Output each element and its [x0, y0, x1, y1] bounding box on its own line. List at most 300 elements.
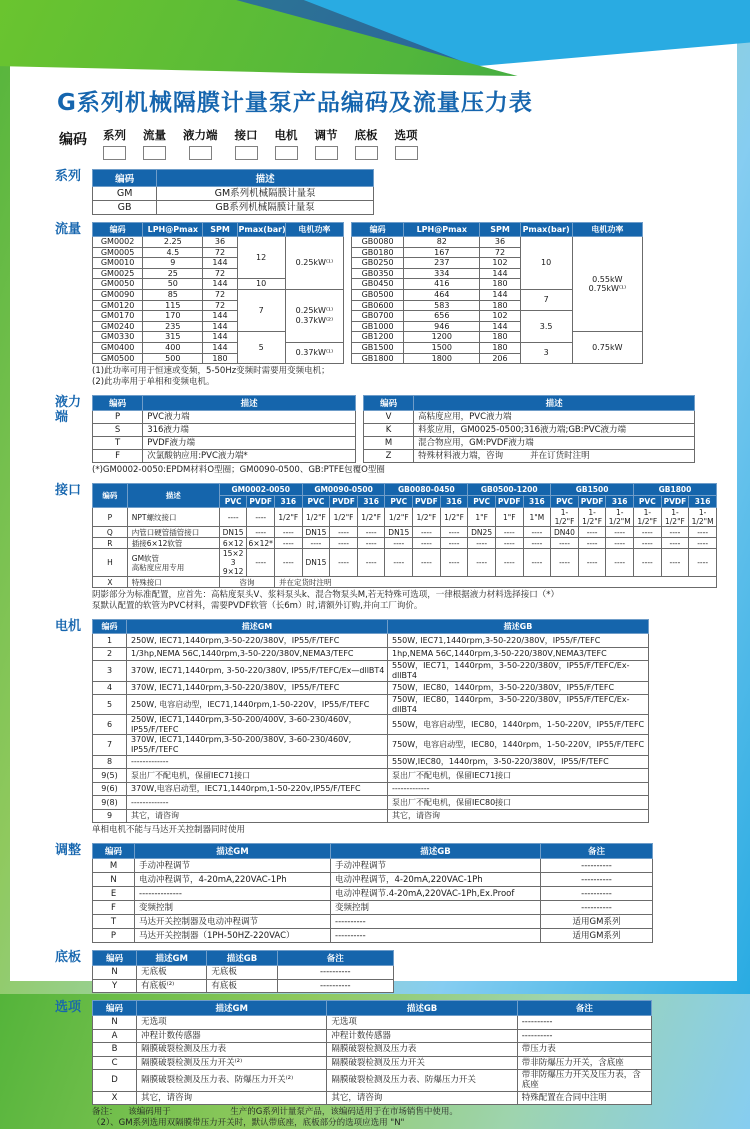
cell: 946 — [404, 321, 480, 332]
cell: ---- — [385, 538, 413, 549]
cell: 9(6) — [93, 782, 127, 796]
cell: ---------- — [277, 966, 393, 980]
section-flow-label: 流量 — [55, 222, 82, 237]
cell: 10 — [237, 279, 285, 290]
header-row — [93, 396, 356, 411]
cell: ---- — [468, 538, 496, 549]
cell: 混合物应用，GM:PVDF液力端 — [414, 437, 695, 450]
cell: ---------- — [541, 859, 653, 873]
cell: 1-1/2"F — [551, 508, 579, 527]
cell: 144 — [203, 258, 237, 269]
cell: ---------- — [277, 979, 393, 993]
motor-footnote: 单相电机不能与马达开关控制器同时使用 — [92, 825, 246, 836]
code-field-label: 流量 — [143, 128, 166, 142]
table-row — [364, 411, 695, 424]
cell: 102 — [480, 311, 520, 322]
cell: 无选项 — [137, 1016, 327, 1030]
motor-table — [92, 619, 729, 823]
cell: ---- — [357, 549, 385, 577]
cell: GM0025 — [93, 268, 143, 279]
header-row — [93, 484, 717, 496]
header-cell: 编码 — [93, 844, 135, 859]
cell: -------------- — [135, 887, 331, 901]
coding-scheme-row — [59, 127, 729, 160]
cell: ---- — [275, 527, 303, 538]
cell: 插接6×12软管 — [127, 538, 219, 549]
section-baseplate-label: 底板 — [55, 950, 82, 966]
cell: ---- — [634, 527, 662, 538]
cell: ---- — [495, 538, 523, 549]
cell: DN15 — [302, 527, 330, 538]
table-row — [93, 859, 653, 873]
cell: ---- — [219, 508, 247, 527]
cell: M — [364, 437, 414, 450]
section-interface — [55, 483, 729, 612]
cell: 206 — [480, 353, 520, 364]
cell: ---- — [330, 527, 358, 538]
cell: PVDF液力端 — [143, 437, 356, 450]
cell: ---- — [606, 538, 634, 549]
cell: ---- — [689, 538, 717, 549]
cell: ---------- — [541, 887, 653, 901]
section-hydraulic-label: 液力端 — [55, 395, 82, 426]
code-box — [315, 146, 338, 160]
cell: GB0080 — [352, 237, 404, 248]
cell: ---- — [634, 538, 662, 549]
cell: 3 — [520, 342, 572, 363]
cell: 82 — [404, 237, 480, 248]
cell: GM0050 — [93, 279, 143, 290]
cell: 次氯酸钠应用:PVC液力端* — [143, 450, 356, 463]
cell: 1-1/2"F — [578, 508, 606, 527]
cell: Y — [93, 979, 137, 993]
cell: 咨询 — [219, 577, 274, 588]
header-cell: PVDF — [247, 496, 275, 508]
cell: 1-1/2"F — [661, 508, 689, 527]
code-box — [355, 146, 378, 160]
cell: 隔膜破裂检测及压力表、防爆压力开关⁽²⁾ — [137, 1070, 327, 1091]
page-title: G系列机械隔膜计量泵产品编码及流量压力表 — [57, 90, 533, 116]
cell: ---- — [578, 549, 606, 577]
cell: 其它，请咨询 — [137, 1091, 327, 1105]
cell: F — [93, 901, 135, 915]
cell: GM0090 — [93, 289, 143, 300]
cell: 1/2"F — [302, 508, 330, 527]
header-cell: 备注 — [517, 1001, 651, 1016]
header-cell: 描述 — [127, 484, 219, 508]
cell: 144 — [203, 311, 237, 322]
cell: 550W，电容启动型，IEC80，1440rpm，1-50-220V，IP55/F/TEFC — [388, 715, 649, 735]
cell: 有底板 — [207, 979, 277, 993]
table-row — [352, 332, 643, 343]
table-row — [93, 342, 344, 353]
cell: 9 — [143, 258, 203, 269]
cell: ---- — [495, 549, 523, 577]
interface-footnotes — [92, 590, 729, 612]
cell: ------------- — [127, 796, 388, 810]
code-box — [103, 146, 126, 160]
header-cell: GB1500 — [551, 484, 634, 496]
cell: 144 — [203, 332, 237, 343]
footnote-line: 阴影部分为标准配置，应首先：高粘度泵头V、浆料泵头k、混合物泵头M,若无特殊可选项，一律根据液力材料选择接口（*） — [92, 590, 560, 601]
header-cell: GB0080-0450 — [385, 484, 468, 496]
table-row — [364, 424, 695, 437]
code-box — [395, 146, 418, 160]
header-cell: GM0002-0050 — [219, 484, 302, 496]
cell: 6×12* — [248, 538, 273, 548]
cell: 400 — [143, 342, 203, 353]
cell: 1/3hp,NEMA 56C,1440rpm,3-50-220/380V,NEMA3/TEFC — [127, 647, 388, 661]
cell: 并在定货时注明 — [275, 577, 717, 588]
cell: 1hp,NEMA 56C,1440rpm,3-50-220/380V,NEMA3/TEFC — [388, 647, 649, 661]
header-row — [93, 951, 394, 966]
cell: 237 — [404, 258, 480, 269]
cell: ---- — [440, 538, 468, 549]
cell: 带压力表 — [517, 1043, 651, 1057]
cell: ---- — [661, 538, 689, 549]
cell: P — [93, 508, 128, 527]
table-row — [93, 695, 649, 715]
cell: 464 — [404, 289, 480, 300]
table-row — [93, 237, 344, 248]
table-row — [93, 681, 649, 695]
cell: 0.25kW⁽¹⁾ 0.37kW⁽²⁾ — [285, 289, 343, 342]
cell: 适用GM系列 — [541, 929, 653, 943]
header-cell: 316 — [689, 496, 717, 508]
cell: 250W, 电容启动型，IEC71,1440rpm,1-50-220V，IP55/F/TEFC — [127, 695, 388, 715]
cell: 5 — [93, 695, 127, 715]
header-cell: 编码 — [93, 620, 127, 634]
cell: ---------- — [541, 873, 653, 887]
cell: E — [93, 887, 135, 901]
cell: 144 — [480, 321, 520, 332]
table-row — [93, 647, 649, 661]
cell: 内管口硬管插管接口 — [127, 527, 219, 538]
header-cell: 描述GB — [207, 951, 277, 966]
table — [92, 1000, 652, 1105]
cell: 1/2"F — [357, 508, 385, 527]
options-footnotes — [92, 1107, 729, 1129]
cell: ---- — [357, 538, 385, 549]
cell: ---------- — [331, 915, 541, 929]
cell: GB1800 — [352, 353, 404, 364]
cell: PVC液力端 — [143, 411, 356, 424]
cell: 料浆应用，GM0025-0500;316液力端;GB:PVC液力端 — [414, 424, 695, 437]
header-cell: PVC — [551, 496, 579, 508]
header-cell: 编码 — [93, 951, 137, 966]
cell: ------------- — [127, 755, 388, 769]
cell: GM0010 — [93, 258, 143, 269]
cell: 250W, IEC71,1440rpm,3-50-220/380V，IP55/F/TEFC — [127, 634, 388, 648]
cell: ---- — [689, 527, 717, 538]
code-field-6 — [315, 127, 338, 160]
cell: X — [93, 1091, 137, 1105]
coding-fields — [103, 127, 418, 160]
cell: 3 — [93, 661, 127, 681]
section-adjust-label: 调整 — [55, 843, 82, 859]
cell: 144 — [480, 289, 520, 300]
table-row — [93, 915, 653, 929]
header-cell: 描述GM — [135, 844, 331, 859]
cell: 25 — [143, 268, 203, 279]
cell: 隔膜破裂检测及压力表 — [137, 1043, 327, 1057]
cell: R — [93, 538, 128, 549]
table-row — [93, 769, 649, 783]
cell: 750W，IEC80，1440rpm，3-50-220/380V，IP55/F/TEFC — [388, 681, 649, 695]
header-cell: 316 — [275, 496, 303, 508]
header-cell: 编码 — [93, 484, 128, 508]
cell: 370W,电容启动型，IEC71,1440rpm,1-50-220v,IP55/F/TEFC — [127, 782, 388, 796]
cell: 144 — [203, 279, 237, 290]
cell: ---- — [606, 549, 634, 577]
cell: 带非防爆压力开关及压力表，含底座 — [517, 1070, 651, 1091]
header-cell: LPH@Pmax — [404, 223, 480, 237]
footnote-line: 备注： 该编码用于 生产的G系列计量泵产品，该编码适用于在市场销售中使用。 — [92, 1107, 458, 1118]
cell: 72 — [203, 247, 237, 258]
code-field-3 — [183, 127, 218, 160]
cell: 9(8) — [93, 796, 127, 810]
cell: GM0005 — [93, 247, 143, 258]
table-row — [352, 237, 643, 248]
cell: GB0600 — [352, 300, 404, 311]
cell: GB0180 — [352, 247, 404, 258]
cell: 电动冲程调节，4-20mA,220VAC-1Ph — [331, 873, 541, 887]
cell: N — [93, 966, 137, 980]
header-row — [364, 396, 695, 411]
cell: GM0120 — [93, 300, 143, 311]
cell: 无选项 — [327, 1016, 517, 1030]
header-cell: 编码 — [352, 223, 404, 237]
cell: 特殊接口 — [127, 577, 219, 588]
header-cell: 描述 — [157, 170, 374, 187]
cell: 180 — [480, 300, 520, 311]
footnote-line: (2)此功率用于单相和变频电机。 — [92, 377, 215, 388]
section-options-label: 选项 — [55, 1000, 82, 1016]
cell: ---- — [413, 538, 441, 549]
hydraulic-table-right — [363, 395, 695, 463]
table-row — [93, 577, 717, 588]
header-cell: GB0500-1200 — [468, 484, 551, 496]
cell: GM0400 — [93, 342, 143, 353]
header-cell: 电机功率 — [572, 223, 642, 237]
cell: ---- — [689, 549, 717, 577]
header-cell: PVDF — [661, 496, 689, 508]
header-cell: SPM — [203, 223, 237, 237]
cell: 12 — [237, 237, 285, 279]
cell: ---- — [468, 549, 496, 577]
cell: 7 — [237, 289, 285, 331]
cell: 1"F — [468, 508, 496, 527]
cell: DN15 — [385, 527, 413, 538]
table-row — [93, 755, 649, 769]
cell: GM0002 — [93, 237, 143, 248]
cell: 370W, IEC71,1440rpm,3-50-200/380V, 3-60-230/460V, IP55/F/TEFC — [127, 735, 388, 755]
cell: 144 — [203, 321, 237, 332]
cell: Z — [364, 450, 414, 463]
cell: ---- — [413, 527, 441, 538]
cell: 1/2"F — [440, 508, 468, 527]
cell: 特殊材料液力端，咨询 并在订货时注明 — [414, 450, 695, 463]
table — [92, 619, 649, 823]
header-cell: 编码 — [93, 223, 143, 237]
flow-table-gm — [92, 222, 344, 364]
cell: 泵出厂不配电机，保留IEC80接口 — [388, 796, 649, 810]
cell: 316液力端 — [143, 424, 356, 437]
table-row — [93, 873, 653, 887]
cell: ---- — [385, 549, 413, 577]
table — [92, 222, 344, 364]
cell: 85 — [143, 289, 203, 300]
cell: 冲程计数传感器 — [137, 1029, 327, 1043]
cell: Q — [93, 527, 128, 538]
cell: 1/2"F — [330, 508, 358, 527]
header-cell: 316 — [523, 496, 551, 508]
cell: 2 — [93, 647, 127, 661]
cell: GB0700 — [352, 311, 404, 322]
cell: ---- — [330, 538, 358, 549]
cell: 170 — [143, 311, 203, 322]
table-row — [93, 450, 356, 463]
cell: ---- — [661, 549, 689, 577]
section-adjust — [55, 843, 729, 943]
table-row — [364, 437, 695, 450]
cell: ---- — [606, 527, 634, 538]
document-page — [10, 0, 737, 1129]
table-row — [93, 782, 649, 796]
cell: 7 — [93, 735, 127, 755]
cell: ---- — [551, 549, 579, 577]
cell: 36 — [480, 237, 520, 248]
section-motor-label: 电机 — [55, 619, 82, 635]
cell: 750W，电容启动型，IEC80，1440rpm，1-50-220V，IP55/F/TEFC — [388, 735, 649, 755]
cell: 180 — [480, 332, 520, 343]
cell: 550W, IEC71,1440rpm,3-50-220/380V，IP55/F/TEFC — [388, 634, 649, 648]
cell: 1800 — [404, 353, 480, 364]
table-row — [93, 1070, 652, 1091]
cell: 1200 — [404, 332, 480, 343]
cell: 4 — [93, 681, 127, 695]
header-cell: 电机功率 — [285, 223, 343, 237]
table — [92, 483, 717, 588]
header-cell: PVDF — [578, 496, 606, 508]
cell: 250W, IEC71,1440rpm,3-50-200/400V, 3-60-230/460V，IP55/F/TEFC — [127, 715, 388, 735]
cell: GM0330 — [93, 332, 143, 343]
cell: 115 — [143, 300, 203, 311]
code-box — [189, 146, 212, 160]
cell: 6 — [93, 715, 127, 735]
cell: NPT螺纹接口 — [127, 508, 219, 527]
cell: 电动冲程调节.4-20mA,220VAC-1Ph,Ex.Proof — [331, 887, 541, 901]
cell: ---- — [523, 538, 551, 549]
cell: 180 — [203, 353, 237, 364]
header-cell: 描述GB — [327, 1001, 517, 1016]
cell: 隔膜破裂检测及压力开关⁽²⁾ — [137, 1056, 327, 1070]
header-cell: 编码 — [93, 1001, 137, 1016]
header-cell: PVC — [219, 496, 247, 508]
cell: T — [93, 915, 135, 929]
header-cell: Pmax(bar) — [237, 223, 285, 237]
table-row — [93, 187, 374, 201]
header-cell: PVC — [634, 496, 662, 508]
cell: GB0450 — [352, 279, 404, 290]
cell: GM0170 — [93, 311, 143, 322]
header-cell: PVC — [385, 496, 413, 508]
table — [363, 395, 695, 463]
table-row — [93, 549, 717, 577]
table-row — [93, 929, 653, 943]
cell: 9 — [93, 809, 127, 823]
cell: ---- — [578, 527, 606, 538]
cell: GB系列机械隔膜计量泵 — [157, 201, 374, 215]
header-cell: 编码 — [93, 396, 143, 411]
cell: ---- — [634, 549, 662, 577]
section-series — [55, 169, 729, 215]
cell: 72 — [203, 268, 237, 279]
cell: ---- — [523, 527, 551, 538]
cell: 36 — [203, 237, 237, 248]
cell: 416 — [404, 279, 480, 290]
section-options — [55, 1000, 729, 1129]
cell: ---- — [275, 549, 303, 577]
header-cell: 描述GM — [137, 1001, 327, 1016]
cell: ---------- — [541, 901, 653, 915]
header-cell: GB1800 — [634, 484, 717, 496]
cell: 冲程计数传感器 — [327, 1029, 517, 1043]
cell: 无底板 — [207, 966, 277, 980]
code-box — [235, 146, 258, 160]
cell: ---- — [440, 527, 468, 538]
section-baseplate — [55, 950, 729, 993]
cell: 1-1/2"M — [606, 508, 634, 527]
cell: ---- — [578, 538, 606, 549]
cell: GB0500 — [352, 289, 404, 300]
header-cell: 316 — [357, 496, 385, 508]
cell: 167 — [404, 247, 480, 258]
adjust-table — [92, 843, 729, 943]
table-row — [93, 411, 356, 424]
table-row — [93, 1043, 652, 1057]
cell: D — [93, 1070, 137, 1091]
cell: 315 — [143, 332, 203, 343]
cell: 180 — [480, 279, 520, 290]
cell: ---- — [275, 538, 303, 549]
cell: 泵出厂不配电机，保留IEC71接口 — [127, 769, 388, 783]
options-table — [92, 1000, 729, 1105]
cell: 隔膜破裂检测及压力表 — [327, 1043, 517, 1057]
cell: 9(5) — [93, 769, 127, 783]
table-row — [93, 527, 717, 538]
cell: ---- — [302, 538, 330, 549]
header-cell: 描述 — [143, 396, 356, 411]
cell: A — [93, 1029, 137, 1043]
cell: ---- — [247, 549, 275, 577]
cell: 有底板⁽²⁾ — [137, 979, 207, 993]
header-cell: LPH@Pmax — [143, 223, 203, 237]
footnote-line: 泵默认配置的软管为PVC材料，需要PVDF软管（长6m）时,请额外订购,并向工厂询价。 — [92, 601, 423, 612]
code-field-label: 接口 — [234, 128, 258, 142]
cell: 7 — [520, 289, 572, 310]
cell: 750W，IEC80，1440rpm，3-50-220/380V，IP55/F/TEFC/Ex-dllBT4 — [388, 695, 649, 715]
header-cell: 描述GB — [331, 844, 541, 859]
cell: GB — [93, 201, 157, 215]
cell: ---- — [523, 549, 551, 577]
cell: ---------- — [517, 1016, 651, 1030]
hydraulic-table-left — [92, 395, 356, 463]
cell: 适用GM系列 — [541, 915, 653, 929]
code-field-label: 系列 — [103, 128, 126, 142]
cell: ---- — [247, 508, 275, 527]
cell: 370W, IEC71,1440rpm,3-50-220/380V，IP55/F/TEFC — [127, 681, 388, 695]
